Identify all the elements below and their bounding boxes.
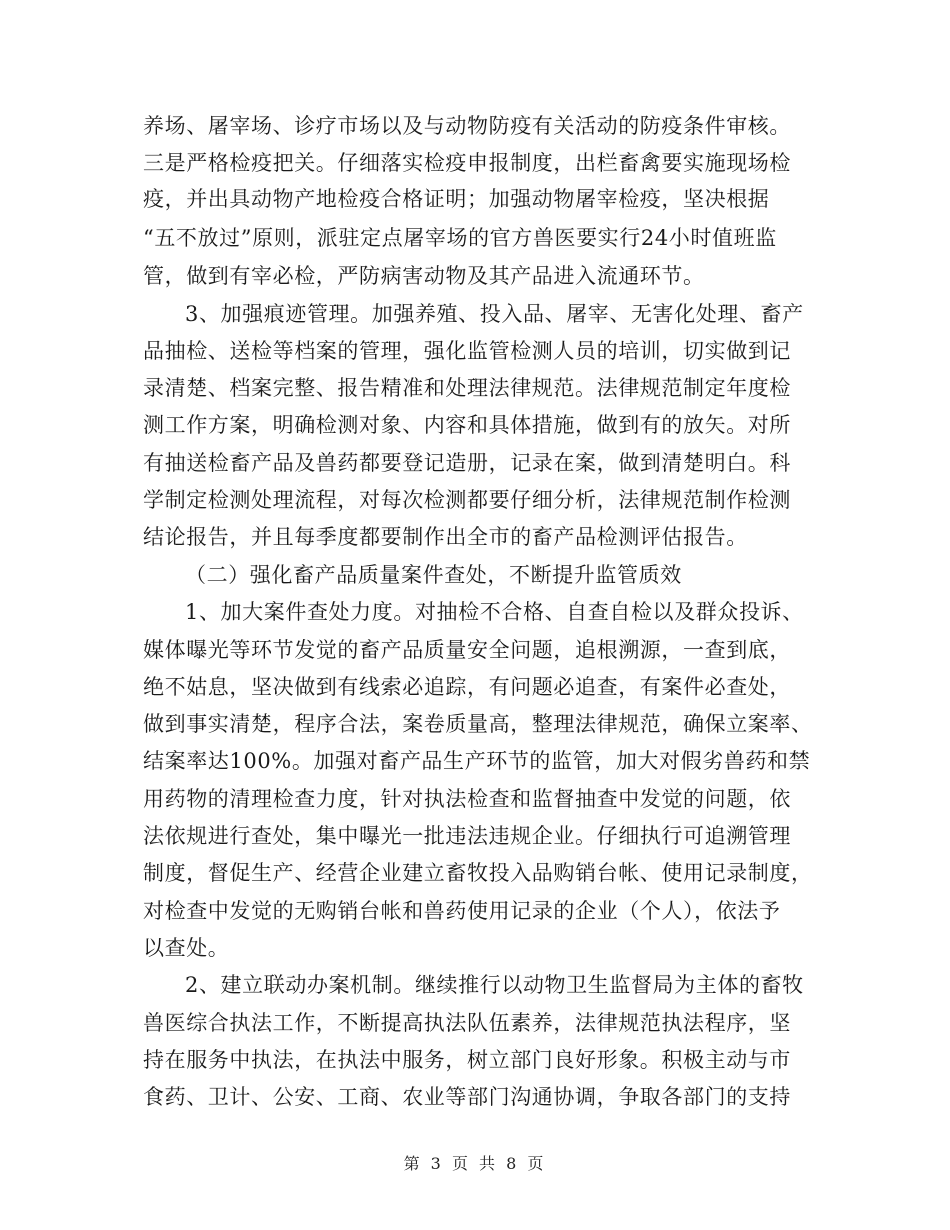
- body-text-line: 学制定检测处理流程，对每次检测都要仔细分析，法律规范制作检测: [143, 488, 791, 512]
- body-text-line: 录清楚、档案完整、报告精准和处理法律规范。法律规范制定年度检: [143, 376, 791, 400]
- body-text-line: 用药物的清理检查力度，针对执法检查和监督抽查中发觉的问题，依: [143, 787, 791, 811]
- body-text-line: 食药、卫计、公安、工商、农业等部门沟通协调，争取各部门的支持: [143, 1085, 791, 1109]
- paragraph-first-line: 2、建立联动办案机制。继续推行以动物卫生监督局为主体的畜牧: [185, 973, 804, 997]
- body-text-line: 媒体曝光等环节发觉的畜产品质量安全问题，追根溯源，一查到底，: [143, 638, 791, 662]
- body-text-line: 测工作方案，明确检测对象、内容和具体措施，做到有的放矢。对所: [143, 413, 791, 437]
- body-text-line: 持在服务中执法，在执法中服务，树立部门良好形象。积极主动与市: [143, 1048, 791, 1072]
- paragraph-first-line: 1、加大案件查处力度。对抽检不合格、自查自检以及群众投诉、: [185, 600, 804, 624]
- body-text-line: 品抽检、送检等档案的管理，强化监管检测人员的培训，切实做到记: [143, 339, 791, 363]
- paragraph-first-line: 3、加强痕迹管理。加强养殖、投入品、屠宰、无害化处理、畜产: [185, 302, 804, 326]
- body-text-line: 做到事实清楚，程序合法，案卷质量高，整理法律规范，确保立案率、: [143, 712, 813, 736]
- body-text-line: 养场、屠宰场、诊疗市场以及与动物防疫有关活动的防疫条件审核。: [143, 114, 791, 138]
- body-text-line: 有抽送检畜产品及兽药都要登记造册，记录在案，做到清楚明白。科: [143, 451, 791, 475]
- body-text-line: 疫，并出具动物产地检疫合格证明；加强动物屠宰检疫，坚决根据: [143, 187, 770, 211]
- page-number-footer: 第 3 页 共 8 页: [403, 1154, 547, 1173]
- body-text-line: 以查处。: [143, 936, 230, 960]
- section-heading: （二）强化畜产品质量案件查处，不断提升监管质效: [185, 563, 682, 587]
- body-text-line: 三是严格检疫把关。仔细落实检疫申报制度，出栏畜禽要实施现场检: [143, 151, 791, 175]
- body-text-line: 结案率达100%。加强对畜产品生产环节的监管，加大对假劣兽药和禁: [143, 749, 811, 773]
- body-text-line: 管，做到有宰必检，严防病害动物及其产品进入流通环节。: [143, 264, 705, 288]
- body-text-line: 制度，督促生产、经营企业建立畜牧投入品购销台帐、使用记录制度，: [143, 861, 813, 885]
- body-text-line: 对检查中发觉的无购销台帐和兽药使用记录的企业（个人），依法予: [143, 899, 781, 923]
- body-text-line: 法依规进行查处，集中曝光一批违法违规企业。仔细执行可追溯管理: [143, 824, 791, 848]
- body-text-line: 绝不姑息，坚决做到有线索必追踪，有问题必追查，有案件必查处，: [143, 675, 791, 699]
- body-text-line: 兽医综合执法工作，不断提高执法队伍素养，法律规范执法程序，坚: [143, 1011, 791, 1035]
- body-text-line: “五不放过”原则，派驻定点屠宰场的官方兽医要实行24小时值班监: [143, 226, 777, 250]
- body-text-line: 结论报告，并且每季度都要制作出全市的畜产品检测评估报告。: [143, 525, 748, 549]
